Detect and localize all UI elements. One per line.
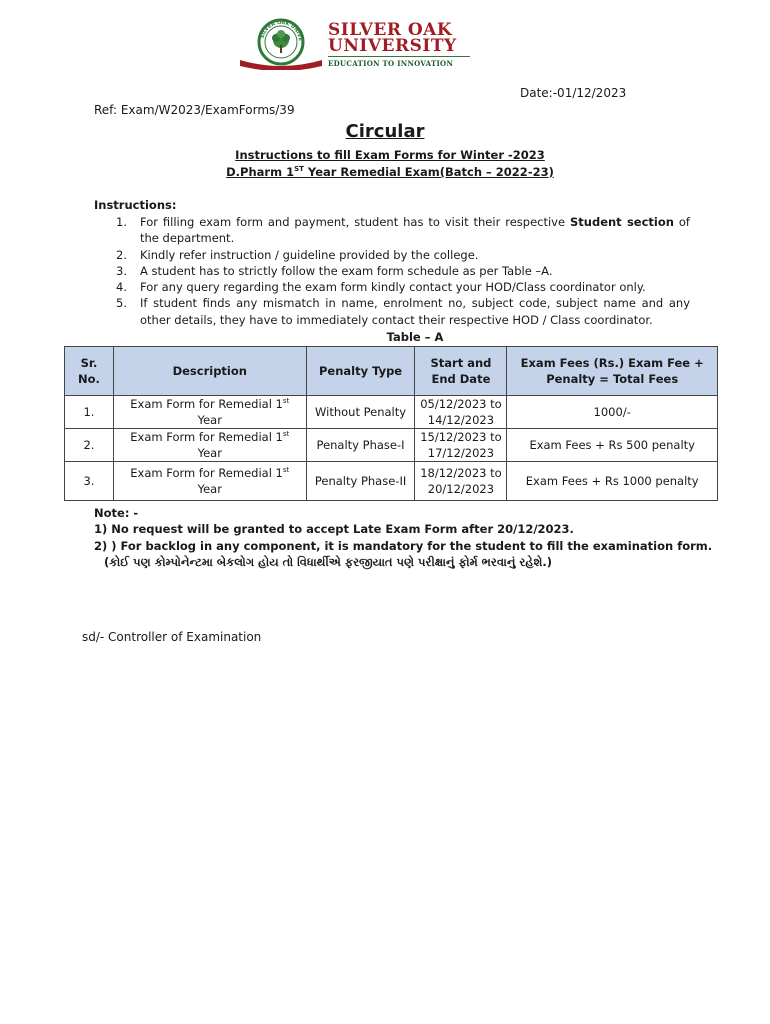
header-description: Description [113,347,306,396]
cell-dates: 15/12/2023 to 17/12/2023 [415,429,507,462]
instructions-heading: Instructions: [94,198,177,212]
instruction-number: 5. [116,296,127,311]
subtitle-program-text: D.Pharm 1 [226,165,295,179]
university-name-line1: SILVER OAK [328,20,453,40]
circular-date: Date:-01/12/2023 [520,86,627,100]
instruction-text: A student has to strictly follow the exam form schedule as per Table –A. [140,263,553,278]
cell-sr: 3. [65,462,114,501]
instruction-item [94,263,690,279]
document-title: Circular [345,121,425,142]
brand-block [328,22,470,68]
desc-text-rest: Year [197,446,222,460]
instruction-emphasis: Student section [570,215,674,229]
instruction-item [94,279,690,295]
brand-divider [328,56,470,57]
desc-ordinal: st [282,430,290,439]
note-backlog: 2) ) For backlog in any component, it is mandatory for the student to fill the examination form. [94,539,713,553]
cell-dates: 05/12/2023 to 14/12/2023 [415,396,507,429]
note-backlog-gujarati: (કોઈ પણ કોમ્પોનેન્ટમા બેકલોગ હોય તો વિધાર્થીએ ફરજીયાત પણે પરીક્ષાનું ફોર્મ ભરવાનું રહેશે.) [104,555,552,569]
cell-dates: 18/12/2023 to 20/12/2023 [415,462,507,501]
cell-fees: Exam Fees + Rs 1000 penalty [507,462,718,501]
cell-description [113,396,306,429]
instruction-item [94,295,690,328]
cell-fees: 1000/- [507,396,718,429]
instructions-list [94,214,690,328]
table-row [65,429,718,462]
table-caption: Table – A [386,330,444,344]
cell-penalty: Without Penalty [306,396,415,429]
header-exam-fees: Exam Fees (Rs.) Exam Fee + Penalty = Total Fees [507,347,718,396]
desc-text: Exam Form for Remedial 1 [130,397,283,411]
university-name-line2: UNIVERSITY [328,36,457,56]
desc-text-rest: Year [197,482,222,496]
cell-description [113,429,306,462]
header-sr-no: Sr. No. [65,347,114,396]
desc-ordinal: st [282,397,290,406]
table-row [65,462,718,501]
cell-penalty: Penalty Phase-II [306,462,415,501]
exam-fees-table [64,346,718,501]
reference-number: Ref: Exam/W2023/ExamForms/39 [94,103,295,117]
instruction-number: 1. [116,215,127,229]
university-header [236,16,476,70]
table-header-row [65,347,718,396]
cell-description [113,462,306,501]
instruction-number: 4. [116,280,127,295]
subtitle-winter: Instructions to fill Exam Forms for Winter -2023 [235,148,545,162]
note-late-form: 1) No request will be granted to accept Late Exam Form after 20/12/2023. [94,522,574,536]
header-penalty-type: Penalty Type [306,347,415,396]
instruction-text: For filling exam form and payment, student has to visit their respective [140,215,570,229]
signature-line: sd/- Controller of Examination [82,630,262,644]
university-tagline: EDUCATION TO INNOVATION [328,59,454,68]
header-dates: Start and End Date [415,347,507,396]
instruction-number: 2. [116,247,127,262]
note-heading: Note: - [94,506,139,520]
subtitle-program [0,165,770,179]
cell-fees: Exam Fees + Rs 500 penalty [507,429,718,462]
desc-ordinal: st [282,466,290,475]
seal-text: SILVER OAK UNIVE [259,19,304,42]
cell-sr: 2. [65,429,114,462]
instruction-text: For any query regarding the exam form kindly contact your HOD/Class coordinator only. [140,280,646,295]
desc-text: Exam Form for Remedial 1 [130,466,283,480]
cell-penalty: Penalty Phase-I [306,429,415,462]
university-seal-logo [236,16,326,70]
subtitle-program-rest: Year Remedial Exam(Batch – 2022-23) [303,165,554,179]
instruction-item [94,247,690,263]
instruction-number: 3. [116,263,127,278]
instruction-item [94,214,690,247]
instruction-text: If student finds any mismatch in name, enrolment no, subject code, subject name and any other details, they have to immediately contact their respective HOD / Class coordinator. [140,296,690,327]
instruction-text-rest: of the department. [140,215,690,246]
instruction-text: Kindly refer instruction / guideline provided by the college. [140,247,479,262]
desc-text: Exam Form for Remedial 1 [130,430,283,444]
subtitle-ordinal: ST [294,165,304,174]
desc-text-rest: Year [197,413,222,427]
table-row [65,396,718,429]
cell-sr: 1. [65,396,114,429]
